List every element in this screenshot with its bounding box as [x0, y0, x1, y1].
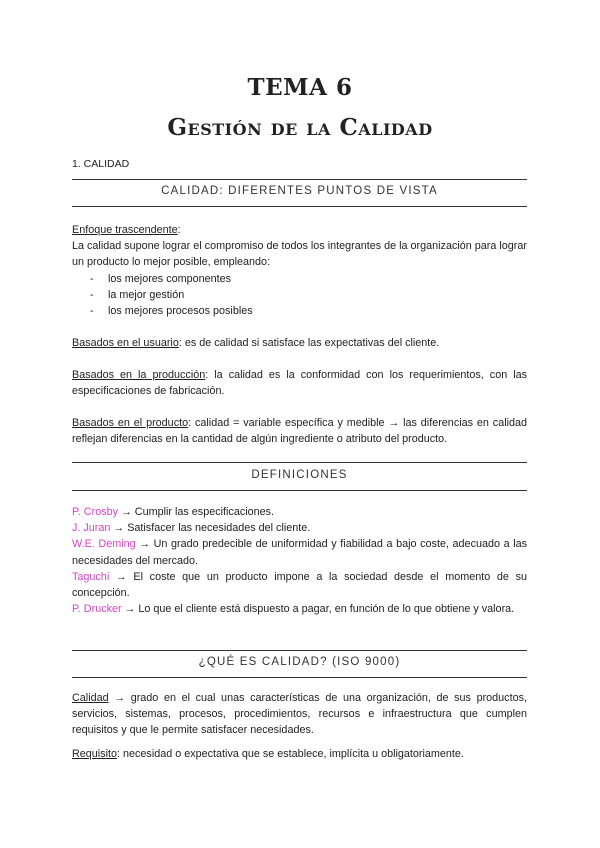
definicion-item — [72, 536, 527, 568]
enfoque-text: La calidad supone lograr el compromiso de todos los integrantes de la organización para lograr un producto lo mejor posible, empleando: — [72, 240, 527, 269]
list-item: - los mejores procesos posibles — [72, 303, 527, 319]
definicion-text: → El coste que un producto impone a la sociedad desde el momento de su concepción. — [72, 570, 527, 600]
divider — [72, 206, 527, 207]
definicion-text: → Satisfacer las necesidades del cliente. — [110, 522, 311, 535]
calidad-definition — [72, 690, 527, 739]
basados-produccion — [72, 367, 527, 399]
definicion-item — [72, 520, 527, 536]
section-band-puntos-de-vista: CALIDAD: DIFERENTES PUNTOS DE VISTA — [161, 185, 438, 197]
enfoque-label: Enfoque trascendente — [72, 224, 178, 236]
producto-label: Basados en el producto — [72, 417, 189, 429]
definicion-text: → Cumplir las especificaciones. — [118, 506, 275, 518]
enfoque-list — [72, 271, 527, 320]
divider — [72, 677, 527, 678]
producto-text: : calidad = variable específica y medible → las diferencias en calidad reflejan diferencias en la cantidad de algún ingrediente o atributo del producto. — [72, 417, 528, 446]
definicion-item — [72, 569, 527, 601]
list-item: - la mejor gestión — [72, 287, 527, 303]
definiciones-list — [72, 504, 527, 617]
author-name: P. Drucker — [72, 603, 122, 616]
requisito-label: Requisito — [72, 748, 118, 760]
author-name: J. Juran — [72, 522, 111, 535]
page-title: TEMA 6 — [247, 74, 353, 101]
definicion-text: → Un grado predecible de uniformidad y fiabilidad a bajo coste, adecuado a las necesidades del mercado. — [72, 538, 527, 567]
usuario-label: Basados en el usuario — [72, 337, 179, 349]
section-number: 1. CALIDAD — [72, 158, 130, 170]
calidad-text: → grado en el cual unas características de una organización, de sus productos, servicios, sistemas, procesos, procedimientos, recursos e infraestructura que cumplen requisitos y que le permite satisfacer necesidades. — [72, 692, 527, 737]
author-name: P. Crosby — [72, 506, 119, 518]
enfoque-colon: : — [177, 224, 181, 236]
basados-producto — [72, 415, 527, 447]
requisito-definition — [72, 746, 527, 762]
definicion-item — [72, 504, 527, 520]
enfoque-trascendente — [72, 222, 527, 319]
section-band-definiciones: DEFINICIONES — [251, 469, 348, 481]
definicion-item — [72, 601, 527, 617]
list-item: - los mejores componentes — [72, 271, 527, 287]
requisito-text: : necesidad o expectativa que se establece, implícita u obligatoriamente. — [117, 748, 464, 760]
divider — [72, 490, 527, 491]
produccion-text: : la calidad es la conformidad con los requerimientos, con las especificaciones de fabricación. — [72, 369, 528, 398]
calidad-label: Calidad — [72, 692, 109, 704]
section-band-iso-9000: ¿QUÉ ES CALIDAD? (ISO 9000) — [198, 656, 401, 668]
author-name: Taguchi — [72, 570, 110, 583]
divider — [72, 179, 527, 180]
author-name: W.E. Deming — [72, 538, 136, 551]
usuario-text: : es de calidad si satisface las expectativas del cliente. — [178, 337, 440, 349]
definicion-text: → Lo que el cliente está dispuesto a pagar, en función de lo que obtiene y valora. — [121, 603, 515, 616]
page-subtitle: Gestión de la Calidad — [167, 114, 433, 141]
divider — [72, 650, 527, 651]
basados-usuario — [72, 335, 527, 351]
produccion-label: Basados en la producción — [72, 369, 206, 381]
divider — [72, 462, 527, 463]
